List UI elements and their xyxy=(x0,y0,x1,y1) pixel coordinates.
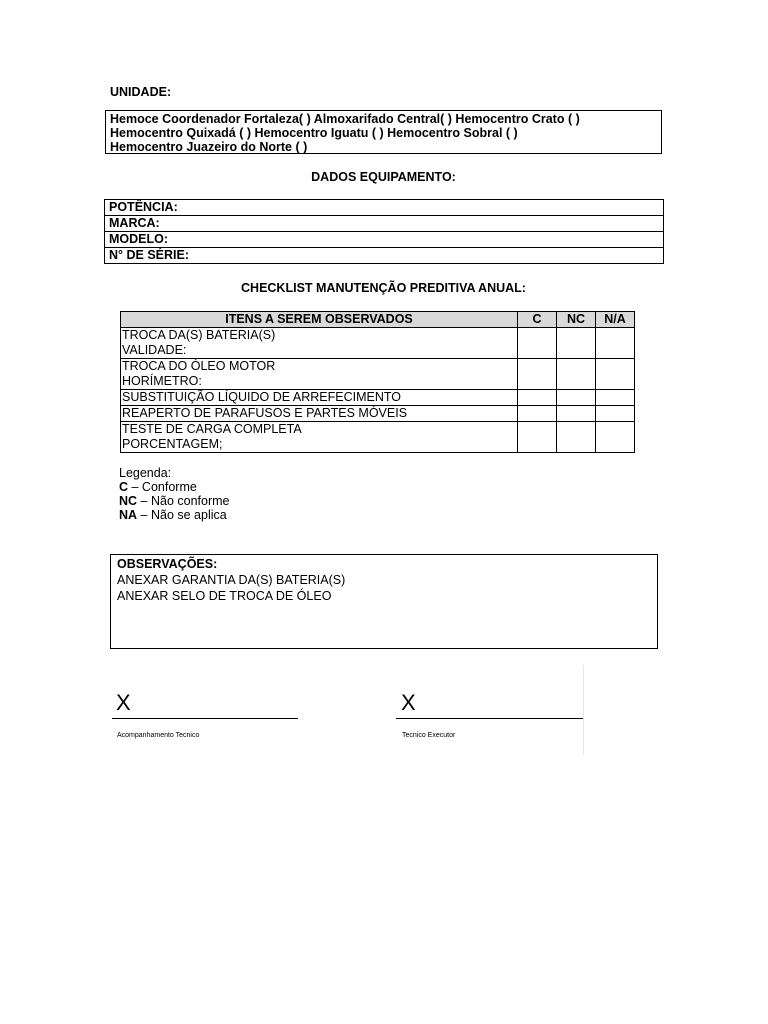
unidade-options-box xyxy=(105,110,662,154)
header-c: C xyxy=(518,312,557,328)
item-text: TROCA DA(S) BATERIA(S) xyxy=(122,328,276,342)
legend-item xyxy=(119,508,229,522)
table-row xyxy=(121,390,635,406)
field-numero-serie: N° DE SÉRIE: xyxy=(105,248,664,264)
item-text: TESTE DE CARGA COMPLETA xyxy=(122,422,302,436)
table-row xyxy=(121,406,635,422)
check-na-cell[interactable] xyxy=(596,422,635,453)
unidade-line: Hemocentro Quixadá ( ) Hemocentro Iguatu ( ) Hemocentro Sobral ( ) xyxy=(110,126,518,140)
item-text: REAPERTO DE PARAFUSOS E PARTES MÓVEIS xyxy=(122,406,408,420)
item-subtext: VALIDADE: xyxy=(122,343,187,357)
legend-item xyxy=(119,480,229,494)
unidade-line: Hemoce Coordenador Fortaleza( ) Almoxarifado Central( ) Hemocentro Crato ( ) xyxy=(110,112,580,126)
observacoes-title: OBSERVAÇÕES: xyxy=(117,557,218,571)
table-header-row xyxy=(121,312,635,328)
legend xyxy=(119,466,229,522)
table-row xyxy=(121,422,635,453)
check-c-cell[interactable] xyxy=(518,422,557,453)
check-c-cell[interactable] xyxy=(518,390,557,406)
divider xyxy=(583,665,584,755)
field-potencia: POTÊNCIA: xyxy=(105,200,664,216)
signature-line[interactable] xyxy=(396,718,583,719)
check-nc-cell[interactable] xyxy=(557,359,596,390)
check-nc-cell[interactable] xyxy=(557,328,596,359)
item-text: TROCA DO ÓLEO MOTOR xyxy=(122,359,276,373)
table-row xyxy=(121,359,635,390)
check-nc-cell[interactable] xyxy=(557,406,596,422)
check-c-cell[interactable] xyxy=(518,406,557,422)
legend-text: – Conforme xyxy=(128,480,197,494)
header-nc: NC xyxy=(557,312,596,328)
table-row xyxy=(105,216,664,232)
checklist-table xyxy=(120,311,635,453)
check-c-cell[interactable] xyxy=(518,328,557,359)
signature-caption: Acompanhamento Tecnico xyxy=(117,732,200,739)
check-na-cell[interactable] xyxy=(596,359,635,390)
legend-code: NA xyxy=(119,508,138,522)
table-row xyxy=(105,232,664,248)
observacoes-line: ANEXAR SELO DE TROCA DE ÓLEO xyxy=(117,589,332,603)
legend-text: – Não conforme xyxy=(137,494,230,508)
unidade-label: UNIDADE: xyxy=(110,85,172,99)
legend-text: – Não se aplica xyxy=(137,508,227,522)
legend-item xyxy=(119,494,229,508)
observacoes-box xyxy=(110,554,658,649)
table-row xyxy=(105,200,664,216)
signature-mark: X xyxy=(116,690,131,715)
check-c-cell[interactable] xyxy=(518,359,557,390)
item-text: SUBSTITUIÇÃO LÍQUIDO DE ARREFECIMENTO xyxy=(122,390,401,404)
check-na-cell[interactable] xyxy=(596,406,635,422)
unidade-line: Hemocentro Juazeiro do Norte ( ) xyxy=(110,140,308,154)
signature-mark: X xyxy=(401,690,416,715)
observacoes-line: ANEXAR GARANTIA DA(S) BATERIA(S) xyxy=(117,573,346,587)
table-row xyxy=(121,328,635,359)
field-modelo: MODELO: xyxy=(105,232,664,248)
equipment-data-table xyxy=(104,199,664,264)
legend-title: Legenda: xyxy=(119,466,172,480)
table-row xyxy=(105,248,664,264)
check-na-cell[interactable] xyxy=(596,328,635,359)
checklist-title: CHECKLIST MANUTENÇÃO PREDITIVA ANUAL: xyxy=(241,281,526,295)
legend-code: NC xyxy=(119,494,138,508)
field-marca: MARCA: xyxy=(105,216,664,232)
signature-line[interactable] xyxy=(112,718,298,719)
check-nc-cell[interactable] xyxy=(557,422,596,453)
item-cell xyxy=(121,359,518,390)
header-na: N/A xyxy=(596,312,635,328)
item-cell xyxy=(121,422,518,453)
item-cell xyxy=(121,406,518,422)
item-cell xyxy=(121,328,518,359)
item-subtext: HORÍMETRO: xyxy=(122,374,202,388)
header-itens: ITENS A SEREM OBSERVADOS xyxy=(121,312,518,328)
legend-code: C xyxy=(119,480,129,494)
dados-equipamento-title: DADOS EQUIPAMENTO: xyxy=(311,170,456,184)
item-cell xyxy=(121,390,518,406)
signature-caption: Tecnico Executor xyxy=(402,732,456,739)
check-nc-cell[interactable] xyxy=(557,390,596,406)
item-subtext: PORCENTAGEM; xyxy=(122,437,223,451)
check-na-cell[interactable] xyxy=(596,390,635,406)
